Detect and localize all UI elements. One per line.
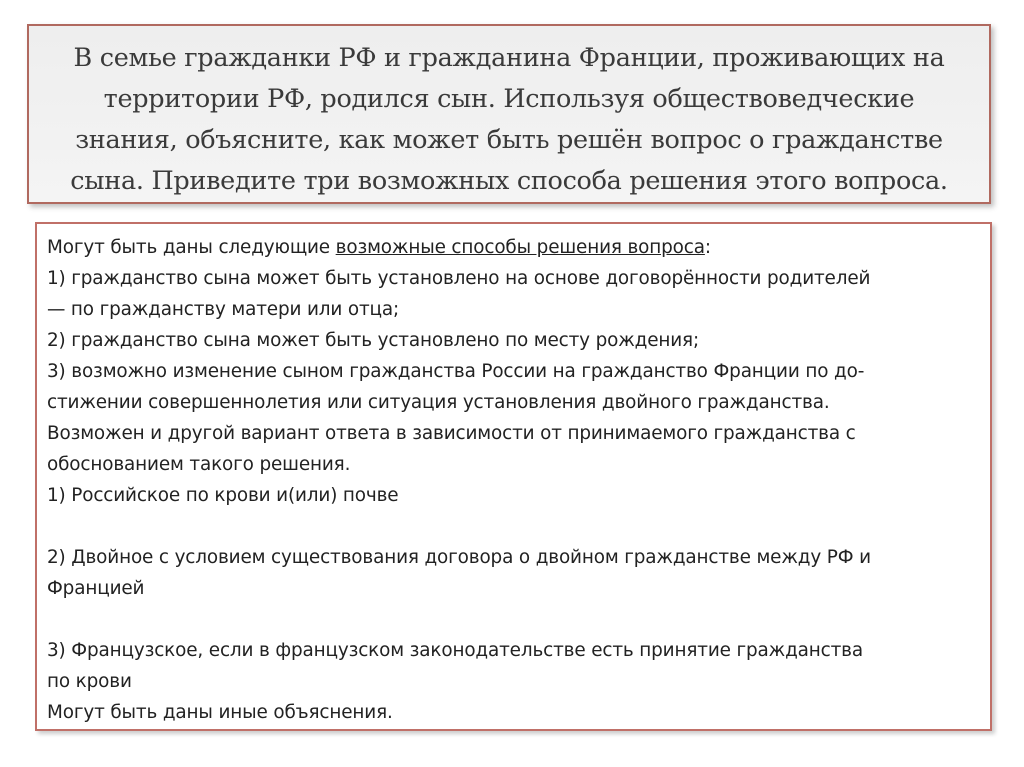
answer-line: по крови bbox=[47, 671, 132, 692]
question-box bbox=[27, 24, 991, 204]
answer-line: 3) Французское, если в французском законодательстве есть принятие гражданства bbox=[47, 640, 863, 661]
answer-box bbox=[35, 222, 992, 731]
question-line: знания, объясните, как может быть решён вопрос о гражданстве bbox=[75, 125, 943, 155]
answer-intro bbox=[47, 232, 980, 263]
answer-line: 2) гражданство сына может быть установлено по месту рождения; bbox=[47, 330, 700, 351]
answer-line: Могут быть даны иные объяснения. bbox=[47, 702, 393, 723]
answer-line: — по гражданству матери или отца; bbox=[47, 299, 400, 320]
answer-intro-suffix: : bbox=[704, 237, 711, 258]
answer-line: Возможен и другой вариант ответа в зависимости от принимаемого гражданства с bbox=[47, 423, 856, 444]
answer-intro-underlined: возможные способы решения вопроса bbox=[335, 237, 705, 258]
blank-spacer bbox=[47, 511, 980, 542]
question-line: сына. Приведите три возможных способа решения этого вопроса. bbox=[70, 166, 948, 196]
question-text bbox=[43, 38, 975, 202]
answer-line: 3) возможно изменение сыном гражданства России на гражданство Франции по до- bbox=[47, 361, 865, 382]
answer-line: Францией bbox=[47, 578, 145, 599]
blank-spacer bbox=[47, 604, 980, 635]
answer-line: 1) гражданство сына может быть установлено на основе договорённости родителей bbox=[47, 268, 871, 289]
question-line: территории РФ, родился сын. Используя обществоведческие bbox=[103, 84, 915, 114]
answer-line: стижении совершеннолетия или ситуация установления двойного гражданства. bbox=[47, 392, 830, 413]
answer-intro-prefix: Могут быть даны следующие bbox=[47, 237, 336, 258]
answer-line: 2) Двойное с условием существования договора о двойном гражданстве между РФ и bbox=[47, 547, 871, 568]
answer-line: 1) Российское по крови и(или) почве bbox=[47, 485, 399, 506]
question-line: В семье гражданки РФ и гражданина Франции, проживающих на bbox=[73, 43, 945, 73]
answer-line: обоснованием такого решения. bbox=[47, 454, 351, 475]
